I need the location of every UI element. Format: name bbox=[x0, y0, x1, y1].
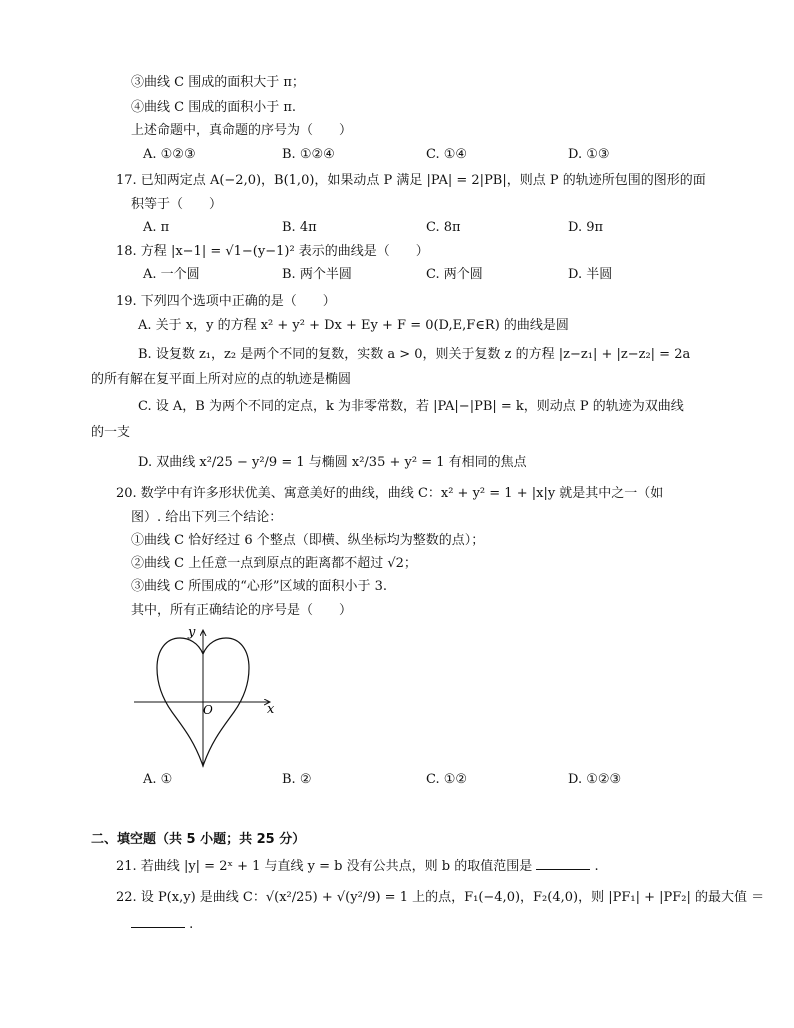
q17-option-c: C. 8π bbox=[426, 220, 461, 235]
q16-prompt: 上述命题中，真命题的序号为（ ） bbox=[131, 123, 353, 138]
q21-answer-blank[interactable] bbox=[536, 857, 590, 870]
q20-option-a: A. ① bbox=[143, 772, 173, 787]
q18-option-c: C. 两个圆 bbox=[426, 267, 483, 282]
q22-period: . bbox=[189, 917, 194, 932]
section-2-heading: 二、填空题（共 5 小题；共 25 分） bbox=[91, 832, 306, 847]
q19-text: 19. 下列四个选项中正确的是（ ） bbox=[116, 294, 336, 309]
q16-statement-3: ③曲线 C 围成的面积大于 π； bbox=[131, 75, 305, 90]
q16-option-c: C. ①④ bbox=[426, 147, 468, 162]
q20-option-c: C. ①② bbox=[426, 772, 468, 787]
q22-answer-line bbox=[131, 915, 193, 934]
q21-text-body: 21. 若曲线 |y| = 2ˣ + 1 与直线 y = b 没有公共点，则 b 的取值范围是 bbox=[116, 859, 533, 874]
q22-text: 22. 设 P(x,y) 是曲线 C：√(x²/25) + √(y²/9) = 1 上的点，F₁(−4,0)，F₂(4,0)，则 |PF₁| + |PF₂| 的最大值 ＝ bbox=[116, 890, 765, 905]
q20-conclusion-2: ②曲线 C 上任意一点到原点的距离都不超过 √2； bbox=[131, 556, 417, 571]
q16-option-d: D. ①③ bbox=[568, 147, 610, 162]
q19-option-c-cont: 的一支 bbox=[91, 425, 131, 440]
q19-option-c: C. 设 A，B 为两个不同的定点，k 为非零常数，若 |PA|−|PB| = k，则动点 P 的轨迹为双曲线 bbox=[138, 399, 684, 414]
q21-period: . bbox=[594, 859, 599, 874]
q19-option-b: B. 设复数 z₁，z₂ 是两个不同的复数，实数 a > 0，则关于复数 z 的方程 |z−z₁| + |z−z₂| = 2a bbox=[138, 347, 691, 362]
q19-option-a: A. 关于 x，y 的方程 x² + y² + Dx + Ey + F = 0(D,E,F∈R) 的曲线是圆 bbox=[138, 318, 569, 333]
q18-option-a: A. 一个圆 bbox=[143, 267, 200, 282]
q20-conclusion-1: ①曲线 C 恰好经过 6 个整点（即横、纵坐标均为整数的点）； bbox=[131, 533, 485, 548]
q22-answer-blank[interactable] bbox=[131, 915, 185, 928]
q17-option-d: D. 9π bbox=[568, 220, 604, 235]
y-axis-label: y bbox=[188, 625, 196, 640]
heart-curve-figure bbox=[130, 622, 290, 772]
q17-option-b: B. 4π bbox=[282, 220, 317, 235]
q17-text: 17. 已知两定点 A(−2,0)，B(1,0)，如果动点 P 满足 |PA| = 2|PB|，则点 P 的轨迹所包围的图形的面 bbox=[116, 173, 706, 188]
q16-option-b: B. ①②④ bbox=[282, 147, 335, 162]
x-axis-label: x bbox=[267, 702, 275, 717]
q20-conclusion-3: ③曲线 C 所围成的“心形”区域的面积小于 3. bbox=[131, 579, 388, 594]
q20-option-b: B. ② bbox=[282, 772, 312, 787]
q19-option-d: D. 双曲线 x²/25 − y²/9 = 1 与椭圆 x²/35 + y² = 1 有相同的焦点 bbox=[138, 455, 527, 470]
q19-option-b-cont: 的所有解在复平面上所对应的点的轨迹是椭圆 bbox=[91, 372, 352, 387]
q20-prompt: 其中，所有正确结论的序号是（ ） bbox=[131, 603, 353, 618]
q20-option-d: D. ①②③ bbox=[568, 772, 622, 787]
q21-text bbox=[116, 857, 599, 876]
q16-statement-4: ④曲线 C 围成的面积小于 π. bbox=[131, 100, 297, 115]
q16-option-a: A. ①②③ bbox=[143, 147, 196, 162]
q18-option-d: D. 半圆 bbox=[568, 267, 613, 282]
q18-text: 18. 方程 |x−1| = √1−(y−1)² 表示的曲线是（ ） bbox=[116, 244, 429, 259]
q17-text-cont: 积等于（ ） bbox=[131, 197, 223, 212]
q20-text: 20. 数学中有许多形状优美、寓意美好的曲线，曲线 C：x² + y² = 1 + |x|y 就是其中之一（如 bbox=[116, 486, 664, 501]
q20-text-cont: 图）. 给出下列三个结论： bbox=[131, 510, 283, 525]
q17-option-a: A. π bbox=[143, 220, 170, 235]
origin-label: O bbox=[203, 703, 213, 717]
q18-option-b: B. 两个半圆 bbox=[282, 267, 352, 282]
